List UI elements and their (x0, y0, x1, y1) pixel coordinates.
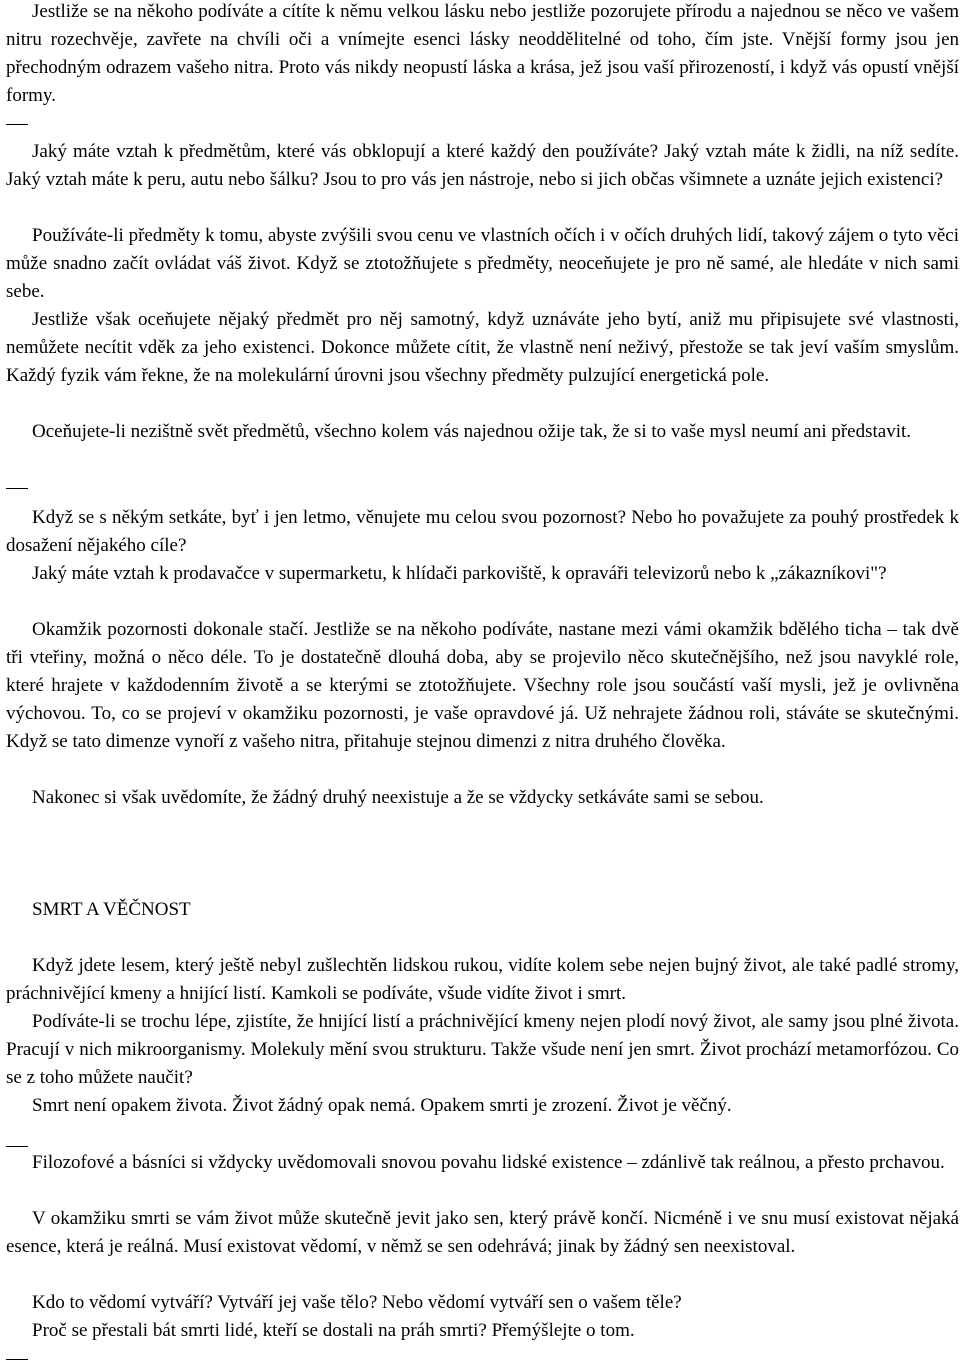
separator-dash (6, 1146, 28, 1147)
paragraph: Jaký máte vztah k prodavačce v supermarketu, k hlídači parkoviště, k opraváři televizorů nebo k „zákazníkovi"? (32, 563, 887, 584)
separator-dash (6, 1359, 28, 1360)
paragraph: Oceňujete-li nezištně svět předmětů, všechno kolem vás najednou ožije tak, že si to vaše mysl neumí ani představit. (32, 421, 912, 442)
paragraph: Podíváte-li se trochu lépe, zjistíte, že hnijící listí a práchnivějící kmeny nejen plodí nový život, ale samy jsou plné života. Pracují v nich mikroorganismy. Molekuly mění svou strukturu. Takže všude není jen smrt. Život prochází metamorfózou. Co se z toho můžete naučit? (6, 1011, 959, 1088)
paragraph: Jestliže se na někoho podíváte a cítíte k němu velkou lásku nebo jestliže pozorujete přírodu a najednou se něco ve vašem nitru rozechvěje, zavřete na chvíli oči a vnímejte esenci lásky neoddělitelné od toho, čím jste. Vnější formy jsou jen přechodným odrazem vašeho nitra. Proto vás nikdy neopustí láska a krása, jež jsou vaší přirozeností, i když vás opustí vnější formy. (6, 1, 959, 106)
paragraph: Jaký máte vztah k předmětům, které vás obklopují a které každý den používáte? Jaký vztah máte k židli, na níž sedíte. Jaký vztah máte k peru, autu nebo šálku? Jsou to pro vás jen nástroje, nebo si jich občas všimnete a uznáte jejich existenci? (6, 141, 959, 190)
section-heading: SMRT A VĚČNOST (32, 899, 191, 920)
separator-dash (6, 488, 28, 489)
paragraph: Okamžik pozornosti dokonale stačí. Jestliže se na někoho podíváte, nastane mezi vámi okamžik bdělého ticha – tak dvě tři vteřiny, možná o něco déle. To je dostatečně dlouhá doba, aby se projevilo něco skutečnějšího, než jsou navyklé role, které hrajete v každodenním životě a se kterými se ztotožňujete. Všechny role jsou součástí vaší mysli, jež je ovlivněna výchovou. To, co se projeví v okamžiku pozornosti, je vaše opravdové já. Už nehrajete žádnou roli, stáváte se skutečnými. Když se tato dimenze vynoří z vašeho nitra, přitahuje stejnou dimenzi z nitra druhého člověka. (6, 619, 959, 752)
paragraph: Proč se přestali bát smrti lidé, kteří se dostali na práh smrti? Přemýšlejte o tom. (32, 1320, 635, 1341)
paragraph: Používáte-li předměty k tomu, abyste zvýšili svou cenu ve vlastních očích i v očích druhých lidí, takový zájem o tyto věci může snadno začít ovládat váš život. Když se ztotožňujete s předměty, neoceňujete je pro ně samé, ale hledáte v nich sami sebe. (6, 225, 959, 302)
paragraph: Kdo to vědomí vytváří? Vytváří jej vaše tělo? Nebo vědomí vytváří sen o vašem těle? (32, 1292, 682, 1313)
paragraph: Když se s někým setkáte, byť i jen letmo, věnujete mu celou svou pozornost? Nebo ho považujete za pouhý prostředek k dosažení nějakého cíle? (6, 507, 959, 556)
separator-dash (6, 124, 28, 125)
paragraph: Smrt není opakem života. Život žádný opak nemá. Opakem smrti je zrození. Život je věčný. (32, 1095, 732, 1116)
paragraph: Když jdete lesem, který ještě nebyl zušlechtěn lidskou rukou, vidíte kolem sebe nejen bujný život, ale také padlé stromy, práchnivějící kmeny a hnijící listí. Kamkoli se podíváte, všude vidíte život i smrt. (6, 955, 959, 1004)
paragraph: Nakonec si však uvědomíte, že žádný druhý neexistuje a že se vždycky setkáváte sami se sebou. (32, 787, 764, 808)
paragraph: V okamžiku smrti se vám život může skutečně jevit jako sen, který právě končí. Nicméně i ve snu musí existovat nějaká esence, která je reálná. Musí existovat vědomí, v němž se sen odehrává; jinak by žádný sen neexistoval. (6, 1208, 959, 1257)
paragraph: Jestliže však oceňujete nějaký předmět pro něj samotný, když uznáváte jeho bytí, aniž mu připisujete své vlastnosti, nemůžete necítit vděk za jeho existenci. Dokonce můžete cítit, že vlastně není neživý, přestože se tak jeví vaším smyslům. Každý fyzik vám řekne, že na molekulární úrovni jsou všechny předměty pulzující energetická pole. (6, 309, 959, 386)
paragraph: Filozofové a básníci si vždycky uvědomovali snovou povahu lidské existence – zdánlivě tak reálnou, a přesto prchavou. (32, 1152, 945, 1173)
